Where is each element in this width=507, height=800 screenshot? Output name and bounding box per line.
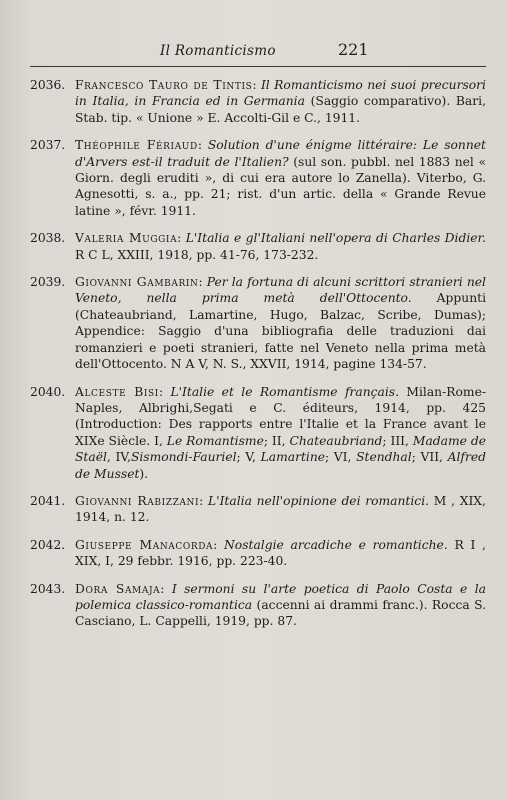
entry-details: M , XIX, 1914, n. 12.	[75, 493, 486, 525]
entry-separator: :	[198, 275, 207, 290]
bibliography-entry	[30, 230, 486, 263]
entry-title: L'Italia e gl'Italiani nell'opera di Charles Didier.	[185, 231, 486, 246]
chapter-title: Stendhal	[356, 450, 412, 465]
entry-separator: :	[199, 493, 209, 508]
chapter-title: Sismondi-Fauriel	[130, 450, 237, 465]
entry-details: R I , XIX, I, 29 febbr. 1916, pp. 223-40.	[75, 537, 486, 569]
bibliography-entry	[30, 581, 486, 630]
chapter-title: Lamartine	[260, 450, 326, 465]
chapter-sep: ; VII,	[411, 450, 448, 465]
entry-details: (accenni ai drammi franc.). Rocca S. Casciano, L. Cappelli, 1919, pp. 87.	[75, 597, 486, 629]
entry-title: Nostalgie arcadiche e romantiche.	[224, 537, 448, 552]
chapter-sep: ; III,	[382, 433, 413, 448]
entry-title: Il Romanticismo nei suoi precursori in Italia, in Francia ed in Germania	[75, 78, 486, 109]
entry-author: Giovanni Gambarin	[75, 275, 199, 290]
chapter-title: Alfred de Musset	[75, 450, 486, 481]
entry-author: Valeria Muggia	[75, 231, 178, 246]
entry-number: 2042.	[30, 537, 66, 552]
entry-author: Alceste Bisi	[75, 384, 159, 399]
chapter-sep: ; II,	[263, 433, 290, 448]
bibliography-entry	[30, 384, 486, 482]
entry-number: 2037.	[30, 138, 66, 153]
page-header	[0, 40, 507, 64]
entry-separator: :	[160, 581, 172, 596]
bibliography-entry	[30, 137, 486, 219]
chapter-title: Madame de Staël	[75, 433, 486, 465]
entry-separator: :	[158, 384, 171, 399]
bibliography-entry	[30, 274, 486, 372]
entry-details: (sul son. pubbl. nel 1883 nel « Giorn. degli eruditi », di cui era autore lo Zanella). Viterbo, G. Agnesotti, s. a., pp. 21; rist. d'un artic. della « Grande Revue latine », févr. 1911.	[75, 154, 486, 218]
entry-author: Giovanni Rabizzani	[75, 493, 200, 508]
entry-separator: :	[197, 138, 208, 153]
entry-number: 2041.	[30, 493, 66, 508]
page-number: 221	[338, 40, 369, 59]
entry-title: Solution d'une énigme littéraire: Le sonnet d'Arvers est-il traduit de l'Italien?	[75, 138, 486, 169]
entry-author: Dora Samaja	[75, 581, 161, 596]
bibliography-entry	[30, 537, 486, 570]
entry-number: 2038.	[30, 231, 66, 246]
entry-details: Milan-Rome-Naples, Albrighi,Segati e C. éditeurs, 1914, pp. 425 (Introduction: Des rapports entre l'Italie et la France avant le XIXe Siècle. I,	[75, 384, 486, 448]
entry-author: Giuseppe Manacorda	[75, 537, 214, 552]
bibliography-entry	[30, 493, 486, 526]
chapter-sep: ).	[139, 466, 149, 481]
header-rule	[30, 66, 486, 67]
chapter-sep: ; VI,	[325, 450, 357, 465]
chapter-title: Le Romantisme	[166, 433, 264, 448]
entry-author: Théophile Fériaud	[75, 138, 198, 153]
entry-author: Francesco Tauro de Tintis	[75, 78, 253, 92]
entry-number: 2039.	[30, 275, 66, 290]
entry-title: Per la fortuna di alcuni scrittori stranieri nel Veneto, nella prima metà dell'Ottocento.	[75, 275, 486, 306]
entry-details: (Saggio comparativo). Bari, Stab. tip. « Unione » E. Accolti-Gil e C., 1911.	[75, 94, 486, 125]
entry-number: 2036.	[30, 78, 66, 92]
entry-details: Appunti (Chateaubriand, Lamartine, Hugo, Balzac, Scribe, Dumas); Appendice: Saggio d'una bibliografia delle traduzioni dai romanzieri e poeti stranieri, fatte nel Veneto nella prima metà dell'Ottocento. N A V, N. S., XXVII, 1914, pagine 134-57.	[75, 291, 486, 372]
entry-number: 2040.	[30, 384, 66, 399]
entry-separator: :	[213, 537, 225, 552]
entry-title: L'Italia nell'opinione dei romantici.	[208, 493, 430, 508]
chapter-sep: ; V,	[236, 450, 261, 465]
entry-separator: :	[252, 78, 261, 92]
chapter-sep: , IV,	[106, 450, 131, 465]
entry-details: R C L, XXIII, 1918, pp. 41-76, 173-232.	[75, 247, 319, 262]
chapter-title: Chateaubriand	[289, 433, 383, 448]
entry-title: L'Italie et le Romantisme français.	[170, 384, 399, 399]
bibliography-entry	[30, 77, 486, 126]
entry-number: 2043.	[30, 581, 66, 596]
entry-separator: :	[177, 231, 186, 246]
entry-title: I sermoni su l'arte poetica di Paolo Costa e la polemica classico-romantica	[75, 581, 486, 612]
bibliography-list	[30, 77, 486, 641]
running-title: Il Romanticismo	[160, 43, 276, 59]
